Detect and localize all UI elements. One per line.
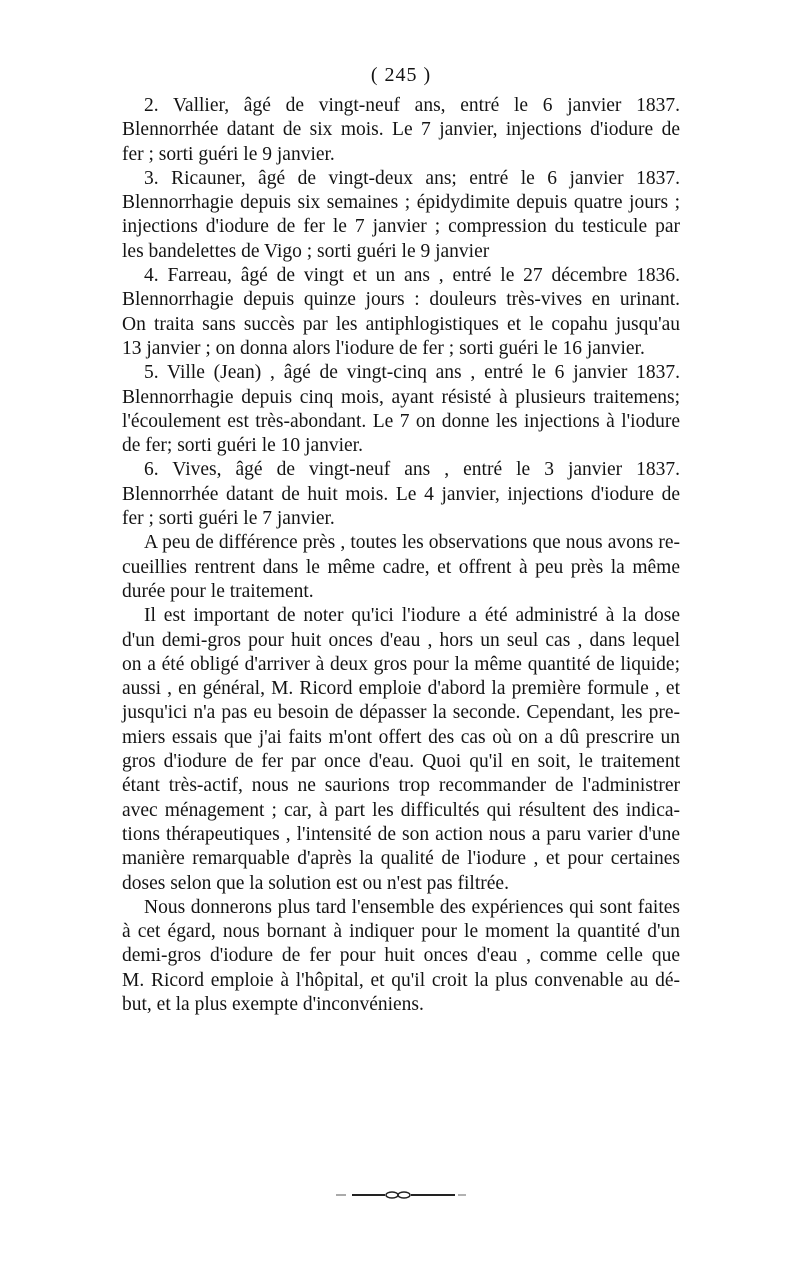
- text-line: durée pour le traitement.: [122, 580, 314, 602]
- text-line: fer ; sorti guéri le 7 janvier.: [122, 508, 335, 530]
- text-line: on a été obligé d'arriver à deux gros pour la même quantité de liquide;: [122, 653, 680, 675]
- text-line: l'écoulement est très-abondant. Le 7 on donne les injections à l'iodure: [122, 410, 680, 432]
- paragraph-conclusion: [122, 896, 680, 1017]
- text-line: tions thérapeutiques , l'intensité de son action nous a paru varier d'une: [122, 823, 680, 845]
- text-line: Blennorrhée datant de huit mois. Le 4 janvier, injections d'iodure de: [122, 483, 680, 505]
- text-line: 6. Vives, âgé de vingt-neuf ans , entré le 3 janvier 1837.: [144, 459, 680, 481]
- text-line: 13 janvier ; on donna alors l'iodure de fer ; sorti guéri le 16 janvier.: [122, 337, 645, 359]
- text-line: d'un demi-gros pour huit onces d'eau , hors un seul cas , dans lequel: [122, 629, 680, 651]
- paragraph-case-4: [122, 264, 680, 361]
- paragraph-dosage: [122, 604, 680, 896]
- text-line: avec ménagement ; car, à part les difficultés qui résultent des indica-: [122, 799, 680, 821]
- text-line: 3. Ricauner, âgé de vingt-deux ans; entré le 6 janvier 1837.: [144, 167, 680, 189]
- paragraph-case-5: [122, 361, 680, 458]
- text-line: 2. Vallier, âgé de vingt-neuf ans, entré le 6 janvier 1837.: [144, 95, 680, 116]
- paragraph-case-6: [122, 458, 680, 531]
- text-line: jusqu'ici n'a pas eu besoin de dépasser la seconde. Cependant, les pre-: [122, 702, 680, 724]
- text-line: injections d'iodure de fer le 7 janvier ; compression du testicule par: [122, 216, 680, 238]
- page-body: [122, 62, 680, 1017]
- text-line: Blennorrhée datant de six mois. Le 7 janvier, injections d'iodure de: [122, 119, 680, 141]
- text-line: Nous donnerons plus tard l'ensemble des expériences qui sont faites: [144, 896, 680, 918]
- text-line: de fer; sorti guéri le 10 janvier.: [122, 435, 363, 457]
- text-line: Blennorrhagie depuis six semaines ; épidydimite depuis quatre jours ;: [122, 192, 680, 214]
- text-line: Blennorrhagie depuis cinq mois, ayant résisté à plusieurs traitemens;: [122, 386, 680, 408]
- text-line: Il est important de noter qu'ici l'iodure a été administré à la dose: [144, 605, 680, 627]
- text-line: fer ; sorti guéri le 9 janvier.: [122, 143, 335, 165]
- text-line: à cet égard, nous bornant à indiquer pour le moment la quantité d'un: [122, 921, 680, 943]
- text-line: demi-gros d'iodure de fer pour huit onces d'eau , comme celle que: [122, 945, 680, 967]
- paragraph-case-3: [122, 167, 680, 264]
- text-line: but, et la plus exempte d'inconvéniens.: [122, 993, 424, 1015]
- text-line: On traita sans succès par les antiphlogistiques et le copahu jusqu'au: [122, 313, 680, 335]
- text-line: 4. Farreau, âgé de vingt et un ans , entré le 27 décembre 1836.: [144, 265, 680, 287]
- text-line: étant très-actif, nous ne saurions trop recommander de l'administrer: [122, 775, 680, 797]
- text-line: manière remarquable d'après la qualité de l'iodure , et pour certaines: [122, 848, 680, 870]
- text-line: doses selon que la solution est ou n'est pas filtrée.: [122, 872, 509, 894]
- text-line: cueillies rentrent dans le même cadre, et offrent à peu près la même: [122, 556, 680, 578]
- paragraph-summary: [122, 531, 680, 604]
- text-line: 5. Ville (Jean) , âgé de vingt-cinq ans , entré le 6 janvier 1837.: [144, 362, 680, 384]
- ornamental-divider: [330, 1189, 470, 1201]
- paragraph-case-2: [122, 94, 680, 167]
- text-line: miers essais que j'ai faits m'ont offert des cas où on a dû prescrire un: [122, 726, 680, 748]
- text-line: Blennorrhagie depuis quinze jours : douleurs très-vives en urinant.: [122, 289, 680, 311]
- text-line: A peu de différence près , toutes les observations que nous avons re-: [144, 532, 680, 554]
- page-number: ( 245 ): [370, 64, 432, 86]
- text-line: M. Ricord emploie à l'hôpital, et qu'il croit la plus convenable au dé-: [122, 969, 680, 991]
- text-line: aussi , en général, M. Ricord emploie d'abord la première formule , et: [122, 678, 680, 700]
- text-line: les bandelettes de Vigo ; sorti guéri le 9 janvier: [122, 240, 490, 262]
- text-line: gros d'iodure de fer par once d'eau. Quoi qu'il en soit, le traitement: [122, 751, 680, 773]
